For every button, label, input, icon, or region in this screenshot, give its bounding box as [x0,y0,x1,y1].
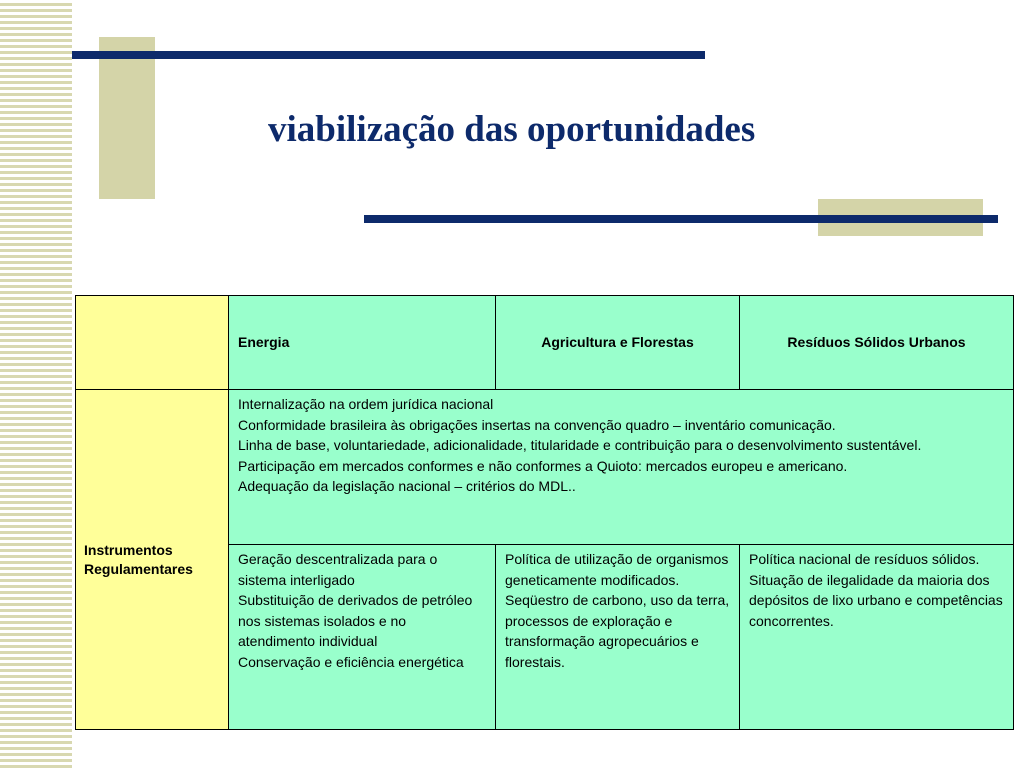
row-label-instrumentos-regulamentares: Instrumentos Regulamentares [76,390,229,730]
shared-line: Participação em mercados conformes e não conformes a Quioto: mercados europeu e americano. [238,457,848,474]
shared-line: Linha de base, voluntariedade, adicionalidade, titularidade e contribuição para o desenvolvimento sustentável. [238,437,922,453]
left-striped-border [0,0,72,768]
header-empty-cell [76,296,229,390]
energia-line: Geração descentralizada para o sistema interligado [238,551,438,588]
decor-navy-bar-top [72,51,705,59]
energia-cell [229,545,496,730]
decor-navy-bar-bottom [364,215,998,223]
header-energia: Energia [229,296,496,390]
energia-line: Conservação e eficiência energética [238,653,464,670]
shared-line: Adequação da legislação nacional – critérios do MDL.. [238,478,576,494]
slide-title: viabilização das oportunidades [268,109,756,150]
header-residuos-solidos: Resíduos Sólidos Urbanos [740,296,1014,390]
residuos-line: Política nacional de resíduos sólidos. [749,551,980,567]
shared-line: Conformidade brasileira às obrigações insertas na convenção quadro – inventário comunicação. [238,416,836,433]
shared-line: Internalização na ordem jurídica nacional [238,396,494,412]
agricultura-line: Política de utilização de organismos geneticamente modificados. [505,551,729,588]
header-agricultura-florestas: Agricultura e Florestas [496,296,740,390]
table-row-shared [76,390,1014,545]
residuos-line: Situação de ilegalidade da maioria dos depósitos de lixo urbano e competências concorrentes. [749,571,1003,629]
decor-khaki-block-top [99,37,155,199]
table-header-row [76,296,1014,390]
agricultura-line: Seqüestro de carbono, uso da terra, processos de exploração e transformação agropecuários e florestais. [505,592,730,670]
residuos-cell [740,545,1014,730]
agricultura-cell [496,545,740,730]
shared-instruments-cell [229,390,1014,545]
opportunities-table [75,295,1014,730]
energia-line: Substituição de derivados de petróleo nos sistemas isolados e no atendimento individual [238,592,473,649]
